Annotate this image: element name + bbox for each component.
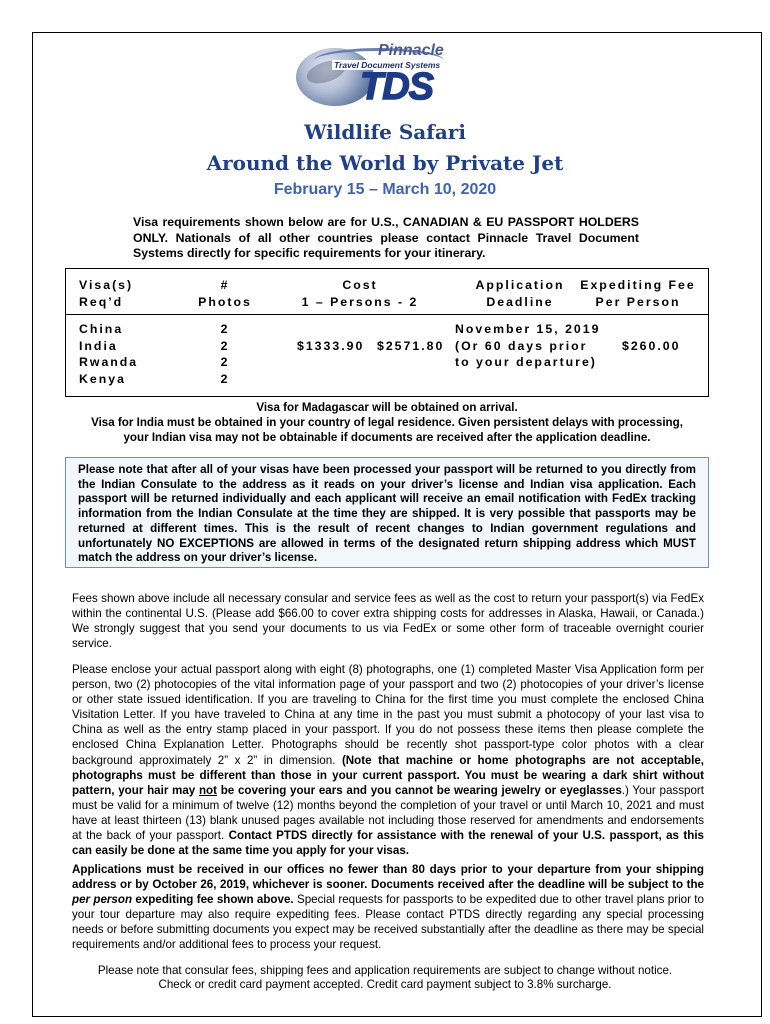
- logo-brand-top: Pinnacle: [378, 42, 444, 59]
- cost-one-person: $1333.90: [297, 339, 365, 353]
- trip-dates: February 15 – March 10, 2020: [273, 181, 497, 198]
- header-deadline: Application Deadline: [475, 278, 565, 309]
- documents-paragraph: [72, 662, 704, 858]
- visa-requirements-note: Visa requirements shown below are for U.S., CANADIAN & EU PASSPORT HOLDERS ONLY. Nationals of all other countries please contact Pinnacle Travel Document Systems directly for specific requirements for your itinerary.: [133, 215, 639, 260]
- mid-note-line-3: your Indian visa may not be obtainable if documents are received after the application deadline.: [123, 431, 651, 444]
- header-cost: Cost 1 – Persons - 2: [301, 278, 419, 309]
- mid-note-line-2: Visa for India must be obtained in your country of legal residence. Given persistent delays with processing,: [91, 416, 683, 429]
- cost-two-persons: $2571.80: [377, 339, 445, 353]
- pinnacle-tds-logo: [296, 42, 456, 108]
- header-expediting-fee: Expediting Fee Per Person: [580, 278, 696, 309]
- deadline-text-d: Special requests for passports to be expedited due to other travel plans prior to your tour departure may also require expediting fees. Please contact PTDS directly regarding any special processing needs or before submitting documents you expect may be received substantially after the deadline as there may be special requirements and/or additional fees to process your request.: [72, 893, 704, 952]
- countries-list: China India Rwanda Kenya: [79, 322, 139, 386]
- logo-brand-sub: Travel Document Systems: [334, 60, 441, 70]
- footer-line-2: Check or credit card payment accepted. Credit card payment subject to 3.8% surcharge.: [158, 978, 612, 991]
- documents-photo-note-cont: be covering your ears and you cannot be wearing jewelry or eyeglasses: [217, 783, 622, 797]
- mid-note-line-1: Visa for Madagascar will be obtained on arrival.: [256, 401, 518, 414]
- trip-subtitle: Around the World by Private Jet: [206, 151, 564, 175]
- documents-not-emphasis: not: [198, 783, 217, 797]
- expediting-fee-value: $260.00: [622, 339, 681, 353]
- application-deadline: November 15, 2019 (Or 60 days prior to your departure): [455, 322, 601, 369]
- documents-renewal-note: Contact PTDS directly for assistance with the renewal of your U.S. passport, as this can easily be done at the same time you apply for your visas.: [72, 829, 705, 858]
- documents-photo-note: (Note that machine or home photographs are not acceptable, photographs must be different than those in your current passport. You must be wearing a dark shirt without pattern, your hair may: [72, 753, 704, 797]
- footer-line-1: Please note that consular fees, shipping fees and application requirements are subject to change without notice.: [97, 964, 673, 977]
- deadline-text-a: Applications must be received in our offices no fewer than 80 days prior to your departure from your shipping address or by October 26, 2019, whichever is sooner. Documents received after the deadline will be subject to the: [72, 863, 704, 892]
- documents-text-a: Please enclose your actual passport along with eight (8) photographs, one (1) completed Master Visa Application form per person, two (2) photocopies of the vital information page of your passport and two (2) photocopies of your driver’s license or other state issued identification. If you are traveling to China for the first time you must complete the enclosed China Visitation Letter. If you have traveled to China at any time in the past you must submit a photocopy of your last visa to China as well as the entry stamp placed in your passport. If you do not possess these items then please complete the enclosed China Explanation Letter. Photographs should be recently shot passport-type color photos with a clear background approximately 2” x 2” in dimension.: [72, 663, 704, 767]
- header-photos: # Photos: [198, 278, 252, 309]
- table-header-divider: [65, 314, 709, 315]
- fees-paragraph: Fees shown above include all necessary consular and service fees as well as the cost to return your passport(s) via FedEx within the continental U.S. (Please add $66.00 to cover extra shipping costs for addresses in Alaska, Hawaii, or Canada.) We strongly suggest that you send your documents to us via FedEx or some other form of traceable overnight courier service.: [72, 592, 704, 651]
- deadline-per-person: per person: [72, 893, 133, 907]
- photos-list: 2 2 2 2: [220, 322, 230, 386]
- deadline-text-c: expediting fee shown above.: [132, 893, 294, 907]
- passport-return-text: Please note that after all of your visas have been processed your passport will be returned to you directly from the Indian Consulate to the address as it reads on your driver’s license and Indian visa application. Each passport will be returned individually and each applicant will receive an email notification with FedEx tracking information from the Indian Consulate at the time they are shipped. It is very possible that passports may be returned at different times. This is the result of recent changes to Indian government regulations and unfortunately NO EXCEPTIONS are allowed in terms of the designated return shipping address which MUST match the address on your driver’s license.: [78, 463, 696, 565]
- documents-text-e: .) Your passport must be valid for a minimum of twelve (12) months beyond the completion of your travel or until March 10, 2021 and must have at least thirteen (13) blank unused pages available not including those reserved for amendments and endorsements at the back of your passport.: [72, 783, 704, 843]
- madagascar-india-note: [65, 400, 709, 445]
- logo-brand-main: TDS: [360, 66, 433, 108]
- header-visas: Visa(s) Req’d: [79, 278, 134, 309]
- trip-title: Wildlife Safari: [304, 120, 466, 144]
- deadline-paragraph: [72, 862, 704, 953]
- passport-return-notice: [65, 457, 709, 568]
